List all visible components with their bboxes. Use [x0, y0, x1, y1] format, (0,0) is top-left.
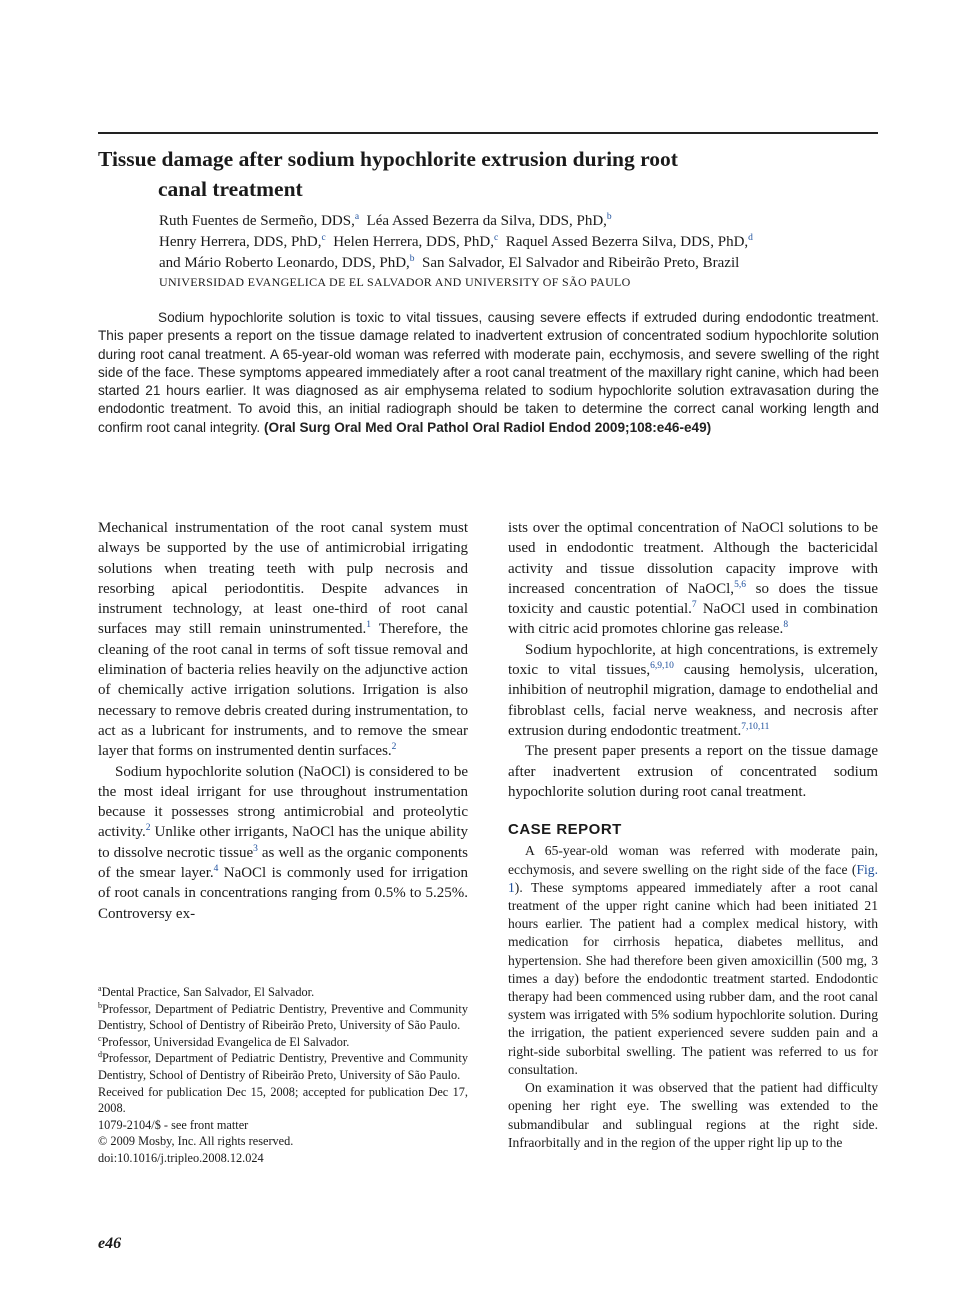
footnote-mark: c — [98, 1033, 102, 1043]
right-column — [508, 518, 878, 1152]
footnote-mark: a — [98, 983, 102, 993]
footnote-mark: d — [98, 1050, 102, 1060]
reference-link[interactable]: 8 — [783, 620, 789, 631]
reference-link[interactable]: 2 — [145, 823, 151, 834]
footnote — [98, 1001, 468, 1034]
paragraph-text: Sodium hypochlorite, at high concentrations, is extremely toxic to vital tissues, — [508, 641, 878, 679]
copyright-line: © 2009 Mosby, Inc. All rights reserved. — [98, 1134, 294, 1149]
reference-link[interactable]: 4 — [213, 864, 219, 875]
left-column — [98, 518, 468, 924]
author-name: Ruth Fuentes de Sermeño, DDS, — [159, 213, 355, 229]
doi-line: doi:10.1016/j.tripleo.2008.12.024 — [98, 1150, 264, 1165]
header-rule — [98, 132, 878, 134]
body-paragraph — [98, 762, 468, 924]
affiliation-mark: a — [354, 212, 360, 222]
author-name: Raquel Assed Bezerra Silva, DDS, PhD, — [505, 234, 749, 250]
paragraph-text: A 65-year-old woman was referred with moderate pain, ecchymosis, and severe swelling on the right side of the face ( — [508, 843, 878, 877]
author-name: Helen Herrera, DDS, PhD, — [333, 234, 494, 250]
section-heading: CASE REPORT — [508, 821, 622, 839]
body-paragraph — [508, 640, 878, 741]
author-locations: San Salvador, El Salvador and Ribeirão Preto, Brazil — [422, 255, 740, 271]
publication-dates: Received for publication Dec 15, 2008; accepted for publication Dec 17, 2008. — [98, 1084, 468, 1116]
paragraph-text: ). These symptoms appeared immediately after a root canal treatment of the upper right canine which had been initiated 21 hours earlier. The patient had a complex medical history, with medication for cirrhosis hepatica, diabetes mellitus, and hypertension. She had therefore been given amoxicillin (500 mg, 3 times a day) before the endodontic treatment started. Endodontic therapy had been commenced using rubber dam, and the root canal system was irrigated with 5% sodium hypochlorite solution. During the irrigation, the patient experienced severe sudden pain and a right-side suborbital swelling. The patient was referred to us for consultation. — [508, 879, 878, 1077]
affiliation-mark: d — [748, 233, 753, 243]
citation: (Oral Surg Oral Med Oral Pathol Oral Radiol Endod 2009;108:e46-e49) — [263, 419, 712, 435]
paragraph-text: causing hemolysis, ulceration, inhibition of neutrophil migration, damage to endothelial and fibroblast cells, facial nerve weakness, and necrosis after extrusion during endodontic treatment. — [508, 662, 878, 739]
reference-link[interactable]: 6,9,10 — [650, 661, 674, 672]
reference-link[interactable]: 3 — [253, 843, 258, 854]
paragraph-text: NaOCl used in combination with citric acid promotes chlorine gas release. — [508, 601, 878, 638]
case-paragraph — [508, 842, 878, 1079]
body-paragraph: The present paper presents a report on the tissue damage after inadvertent extrusion of concentrated sodium hypochlorite solution during root canal treatment. — [508, 743, 878, 800]
affiliation-mark: c — [321, 233, 326, 243]
footnote-text: Professor, Department of Pediatric Dentistry, Preventive and Community Dentistry, School of Dentistry of Ribeirão Preto, University of São Paulo. — [98, 1051, 468, 1082]
affiliation-mark: b — [606, 212, 612, 222]
reference-link[interactable]: 2 — [391, 742, 397, 753]
footnote-text: Professor, Universidad Evangelica de El Salvador. — [101, 1034, 350, 1049]
paragraph-text: Sodium hypochlorite solution (NaOCl) is considered to be the most ideal irrigant for use throughout instrumentation because it possesses strong antimicrobial and proteolytic activity. — [98, 763, 468, 841]
body-paragraph — [508, 518, 878, 640]
paragraph-text: Unlike other irrigants, NaOCl has the unique ability to dissolve necrotic tissue — [98, 824, 468, 861]
article-title — [98, 144, 798, 204]
footnote — [98, 1034, 468, 1051]
footnote — [98, 984, 468, 1001]
case-paragraph: On examination it was observed that the patient had difficulty opening her right eye. The swelling was extended to the submandibular and sublingual regions at the right side. Infraorbitally and in the region of the upper right lip up to the — [508, 1080, 878, 1150]
affiliation-mark: c — [493, 233, 499, 243]
issn-line: 1079-2104/$ - see front matter — [98, 1117, 249, 1132]
footnote-mark: b — [98, 1000, 102, 1010]
footnote — [98, 1050, 468, 1083]
author-name: and Mário Roberto Leonardo, DDS, PhD, — [159, 255, 410, 271]
reference-link[interactable]: 5,6 — [734, 579, 746, 590]
abstract — [98, 309, 879, 437]
footnote-text: Professor, Department of Pediatric Dentistry, Preventive and Community Dentistry, School of Dentistry of Ribeirão Preto, University of São Paulo. — [98, 1001, 468, 1033]
footnote-text: Dental Practice, San Salvador, El Salvador. — [101, 985, 315, 999]
paragraph-text: NaOCl is commonly used for irrigation of root canals in concentrations ranging from 0.5% to 5.25%. Controversy ex- — [98, 865, 468, 922]
paragraph-text: ists over the optimal concentration of NaOCl solutions to be used in endodontic treatment. Although the bactericidal activity and tissue dissolution capacity improve with increased concentration of NaOCl, — [508, 520, 878, 597]
reference-link[interactable]: 7,10,11 — [741, 721, 770, 732]
reference-link[interactable]: 1 — [366, 620, 372, 631]
author-list — [159, 211, 879, 274]
title-line-2: canal treatment — [158, 177, 303, 201]
title-line-1: Tissue damage after sodium hypochlorite extrusion during root — [98, 147, 678, 171]
paragraph-text: as well as the organic components of the smear layer. — [98, 844, 468, 882]
reference-link[interactable]: 7 — [691, 600, 697, 611]
figure-link[interactable]: Fig. 1 — [508, 861, 878, 895]
page-number: e46 — [98, 1235, 122, 1252]
author-name: Henry Herrera, DDS, PhD, — [159, 234, 322, 250]
affiliation-mark: b — [409, 254, 415, 264]
paragraph-text: Mechanical instrumentation of the root canal system must always be supported by the use of antimicrobial irrigating solutions when treating teeth with pulp necrosis and resorbing apical periodontitis. Despite advances in instrument technology, at least one-third of root canal surfaces may still remain uninstrumented. — [98, 520, 468, 638]
author-name: Léa Assed Bezerra da Silva, DDS, PhD, — [366, 213, 607, 229]
body-paragraph — [98, 518, 468, 762]
paragraph-text: so does the tissue toxicity and caustic potential. — [508, 580, 879, 618]
abstract-text: Sodium hypochlorite solution is toxic to vital tissues, causing severe effects if extruded during endodontic treatment. This paper presents a report on the tissue damage related to inadvertent extrusion of concentrated sodium hypochlorite solution during root canal treatment. A 65-year-old woman was referred with moderate pain, ecchymosis, and severe swelling of the right side of the face. These symptoms appeared immediately after a root canal treatment of the maxillary right canine, which had been started 21 hours earlier. It was diagnosed as air emphysema related to sodium hypochlorite solution extravasation during the endodontic treatment. To avoid this, an initial radiograph should be taken to determine the correct canal working length and confirm root canal integrity. — [98, 310, 879, 435]
footnotes — [98, 984, 468, 1167]
paragraph-text: Therefore, the cleaning of the root canal in terms of soft tissue removal and elimination of bacteria relies heavily on the adjunctive action of chemically active irrigation solutions. Irrigation is also necessary to remove debris created during instrumentation, to act as a lubricant for instruments, and to remove the smear layer that forms on instrumented dentin surfaces. — [98, 621, 468, 760]
institution-line: UNIVERSIDAD EVANGELICA DE EL SALVADOR AND UNIVERSITY OF SÃO PAULO — [159, 275, 631, 289]
